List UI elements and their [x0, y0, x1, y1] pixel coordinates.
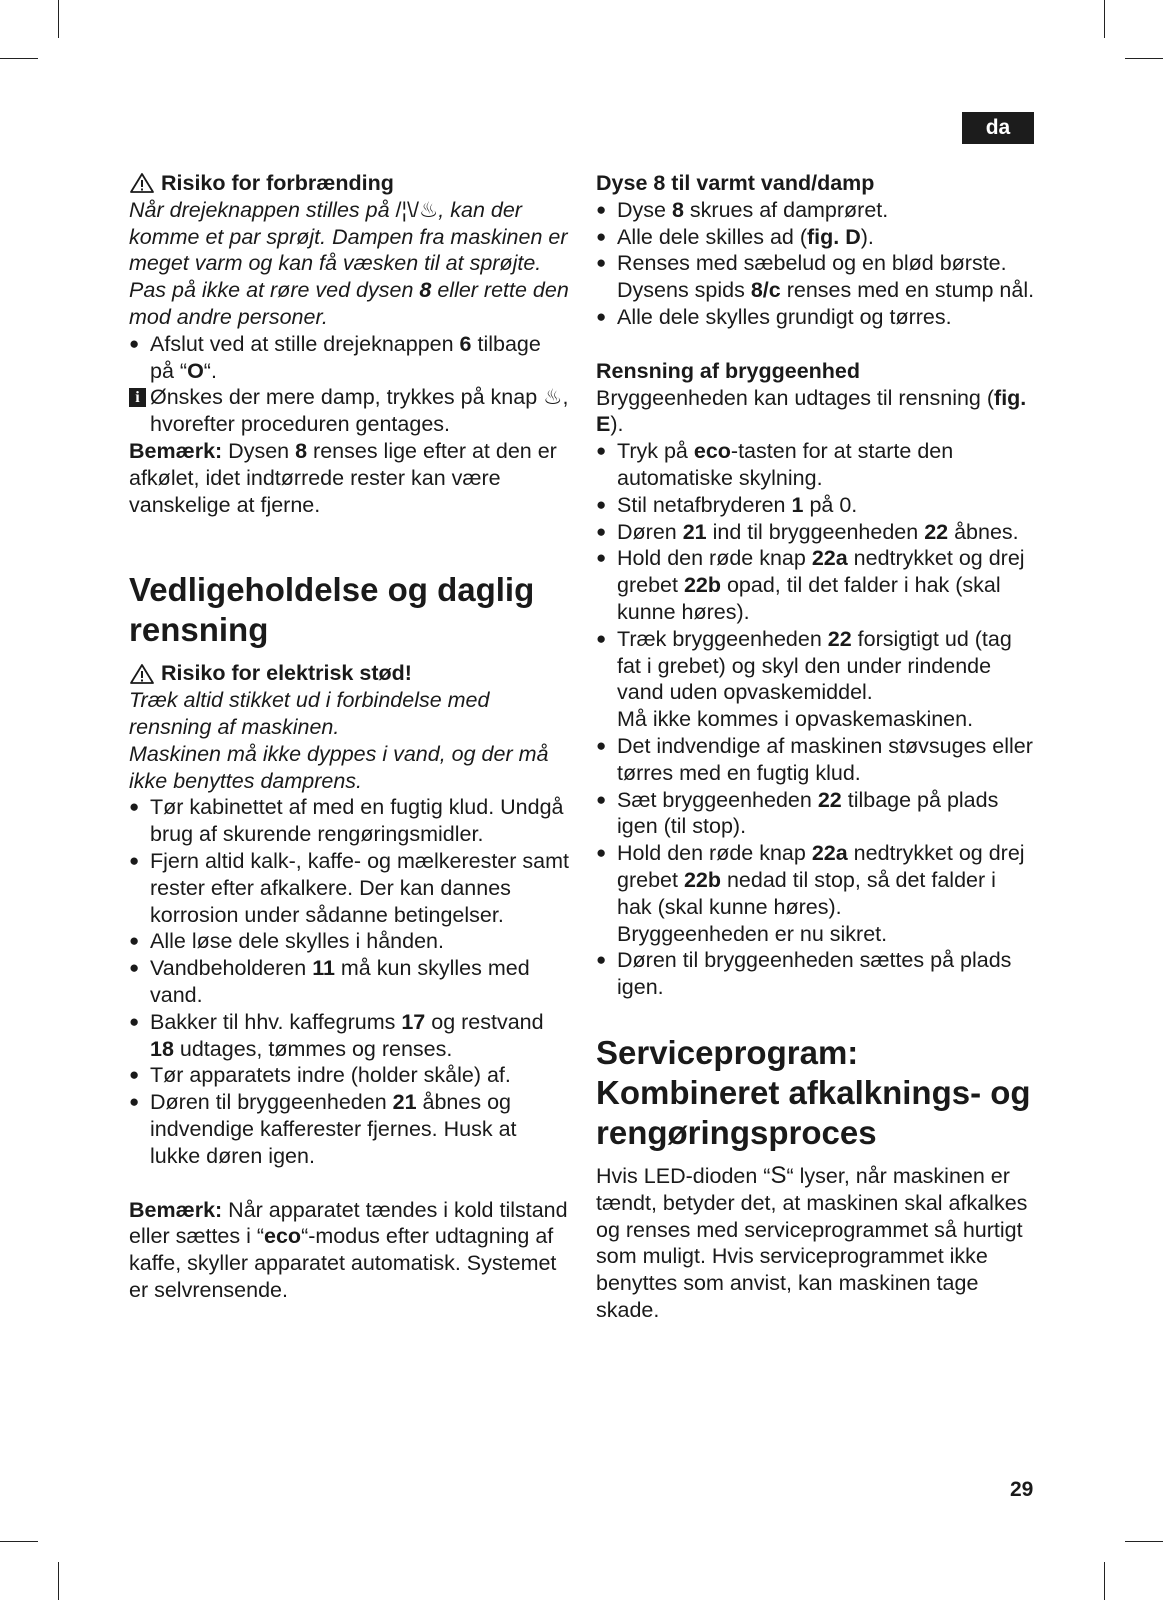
list-item: ● Tør apparatets indre (holder skåle) af. — [129, 1062, 569, 1089]
burn-warning-text: Når drejeknappen stilles på /¦\/♨, kan der komme et par sprøjt. Dampen fra maskinen er meget varm og kan få væsken til at sprøjte. Pas på ikke at røre ved dysen 8 eller rette den mod andre personer. — [129, 197, 569, 329]
crop-mark-tl-horizontal — [0, 58, 38, 59]
brew-unit-intro: Bryggeenheden kan udtages til rensning (fig. E). — [596, 385, 1027, 437]
list-item: ● Alle løse dele skylles i hånden. — [129, 928, 569, 955]
cleaning-list — [129, 794, 569, 1169]
info-note: i Ønskes der mere damp, trykkes på knap ♨, hvorefter proceduren gentages. — [129, 384, 569, 438]
list-item: ● Døren til bryggeenheden sættes på plads igen. — [596, 947, 1036, 1001]
list-item: ● Tryk på eco-tasten for at starte den automatiske skylning. — [596, 438, 1036, 492]
crop-mark-br-vertical — [1104, 1562, 1105, 1600]
burn-warning-title: Risiko for forbrænding — [161, 171, 394, 195]
crop-mark-br-horizontal — [1125, 1541, 1163, 1542]
shock-warning-heading — [129, 660, 569, 687]
list-item: ● Alle dele skylles grundigt og tørres. — [596, 304, 1036, 331]
crop-mark-tl-vertical — [58, 0, 59, 38]
crop-mark-tr-horizontal — [1125, 58, 1163, 59]
crop-mark-bl-horizontal — [0, 1541, 38, 1542]
info-icon: i — [129, 388, 146, 407]
list-item: ● Hold den røde knap 22a nedtrykket og drej grebet 22b nedad til stop, så det falder i hak (skal kunne høres). Bryggeenheden er nu sikret. — [596, 840, 1036, 947]
list-item: ● Afslut ved at stille drejeknappen 6 tilbage på “O“. — [129, 331, 569, 385]
list-item: ● Alle dele skilles ad (fig. D). — [596, 224, 1036, 251]
shock-warning-line2: Maskinen må ikke dyppes i vand, og der må ikke benyttes damprens. — [129, 741, 549, 793]
list-item: ● Vandbeholderen 11 må kun skylles med vand. — [129, 955, 569, 1009]
list-item: ● Det indvendige af maskinen støvsuges eller tørres med en fugtig klud. — [596, 733, 1036, 787]
nozzle-heading: Dyse 8 til varmt vand/damp — [596, 171, 875, 195]
led-s-symbol: S — [770, 1161, 787, 1189]
warning-triangle-icon — [129, 663, 155, 685]
list-item: ● Hold den røde knap 22a nedtrykket og drej grebet 22b opad, til det falder i hak (skal kunne høres). — [596, 545, 1036, 625]
section-title-service: Serviceprogram: Kombineret afkalknings- og rengøringsproces — [596, 1033, 1031, 1151]
list-item: ● Renses med sæbelud og en blød børste. Dysens spids 8/c renses med en stump nål. — [596, 250, 1036, 304]
language-code: da — [985, 116, 1011, 139]
steam-icon: ♨ — [543, 385, 563, 410]
shock-warning-title: Risiko for elektrisk stød! — [161, 661, 412, 686]
list-item: ● Bakker til hhv. kaffegrums 17 og restvand 18 udtages, tømmes og renses. — [129, 1009, 569, 1063]
list-item: ● Døren til bryggeenheden 21 åbnes og indvendige kafferester fjernes. Husk at lukke døren igen. — [129, 1089, 569, 1169]
language-tab — [962, 112, 1034, 144]
crop-mark-tr-vertical — [1104, 0, 1105, 38]
nozzle-list — [596, 197, 1036, 331]
brew-unit-list — [596, 438, 1036, 1001]
steam-symbols-icon: /¦\/♨ — [395, 197, 439, 222]
list-item: ● Tør kabinettet af med en fugtig klud. Undgå brug af skurende rengøringsmidler. — [129, 794, 569, 848]
shock-warning-line1: Træk altid stikket ud i forbindelse med rensning af maskinen. — [129, 688, 490, 739]
left-column — [129, 170, 569, 1304]
burn-warning-heading — [129, 170, 569, 197]
page-number: 29 — [1010, 1478, 1034, 1501]
list-item: ● Stil netafbryderen 1 på 0. — [596, 492, 1036, 519]
warning-triangle-icon — [129, 172, 155, 194]
note-nozzle: Bemærk: Dysen 8 renses lige efter at den er afkølet, idet indtørrede rester kan være vanskelige at fjerne. — [129, 438, 557, 517]
list-item: ● Træk bryggeenheden 22 forsigtigt ud (tag fat i grebet) og skyl den under rindende vand uden opvaskemiddel. Må ikke kommes i opvaskemaskinen. — [596, 626, 1036, 733]
note-self-cleaning: Bemærk: Når apparatet tændes i kold tilstand eller sættes i “eco“-modus efter udtagning af kaffe, skyller apparatet automatisk. Systemet er selvrensende. — [129, 1197, 568, 1302]
crop-mark-bl-vertical — [58, 1562, 59, 1600]
right-column — [596, 170, 1036, 1324]
list-item: ● Sæt bryggeenheden 22 tilbage på plads igen (til stop). — [596, 787, 1036, 841]
brew-unit-heading: Rensning af bryggeenhed — [596, 358, 861, 383]
burn-steps-list — [129, 331, 569, 385]
list-item: ● Dyse 8 skrues af damprøret. — [596, 197, 1036, 224]
list-item: ● Døren 21 ind til bryggeenheden 22 åbnes. — [596, 519, 1036, 546]
service-text: Hvis LED-dioden “S“ lyser, når maskinen er tændt, betyder det, at maskinen skal afkalkes og renses med serviceprogrammet så hurtigt som muligt. Hvis serviceprogrammet ikke benyttes som anvist, kan maskinen tage skade. — [596, 1161, 1028, 1322]
list-item: ● Fjern altid kalk-, kaffe- og mælkerester samt rester efter afkalkere. Der kan dannes korrosion under sådanne betingelser. — [129, 848, 569, 928]
section-title-maintenance: Vedligeholdelse og daglig rensning — [129, 571, 535, 649]
